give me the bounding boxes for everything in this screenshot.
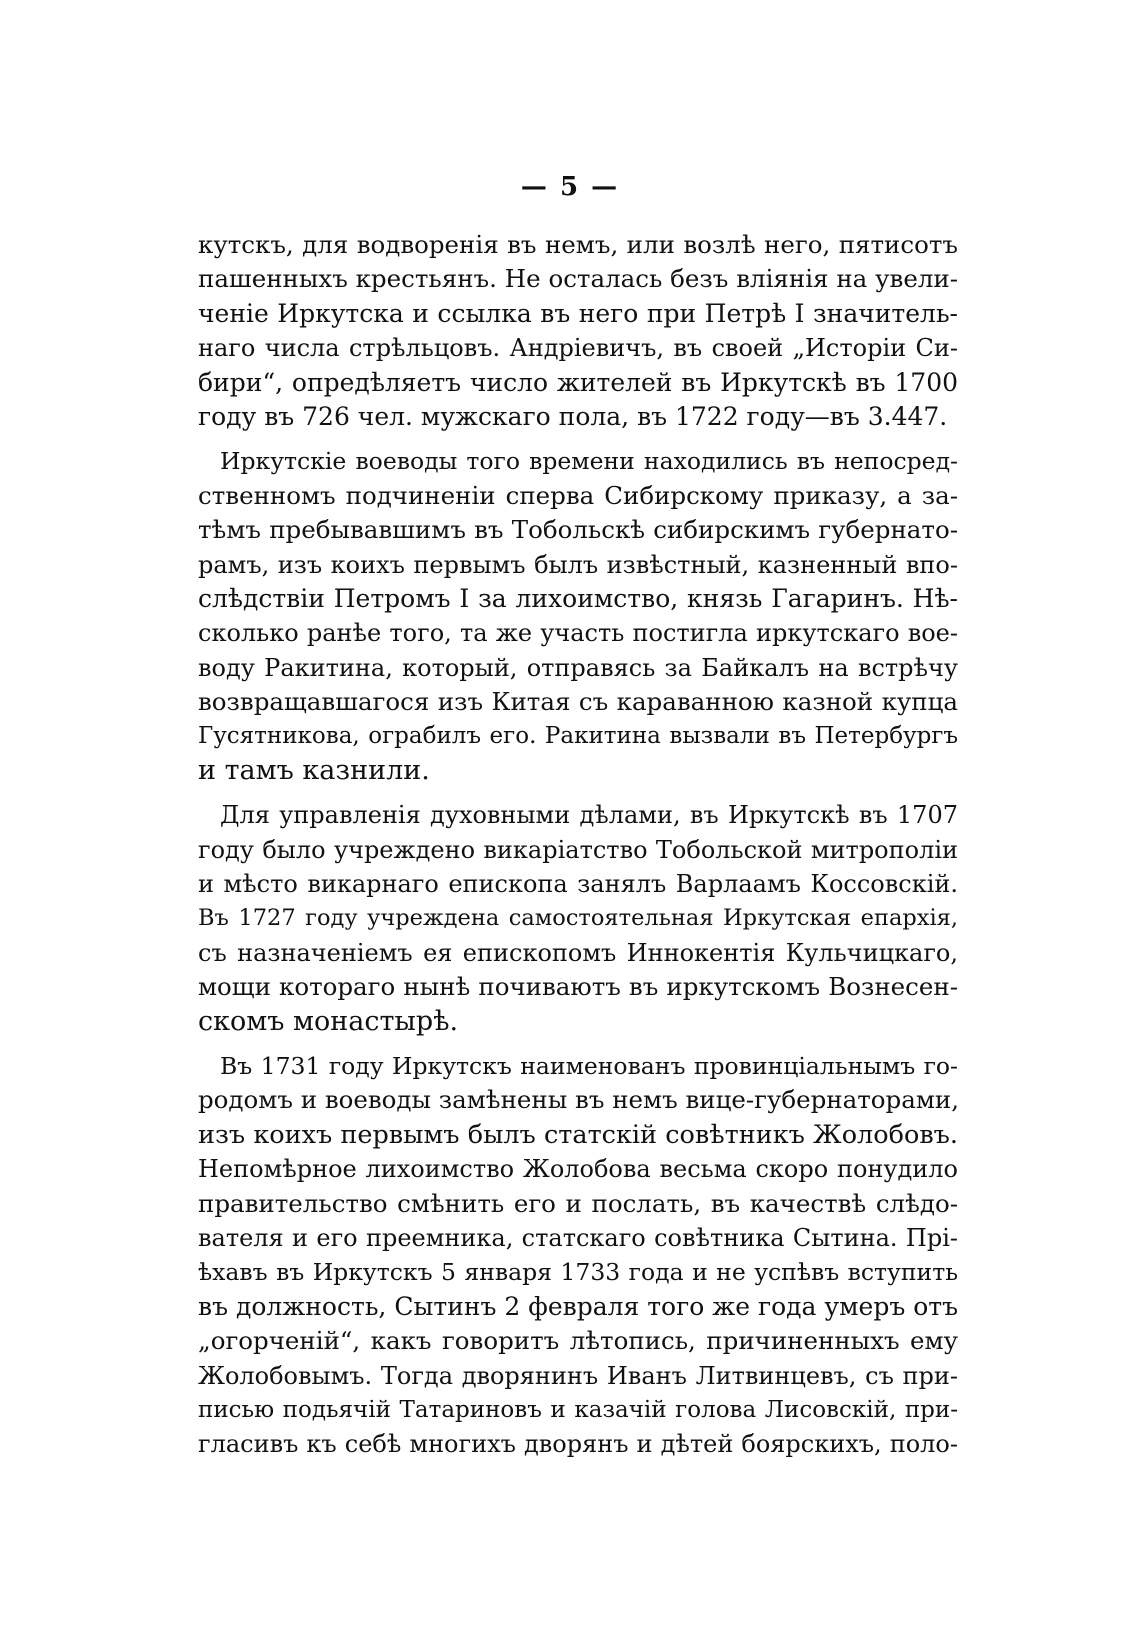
text-line: году было учреждено викаріатство Тобольской митрополіи [198, 835, 958, 864]
text-line: ченіе Иркутска и ссылка въ него при Петрѣ I значитель- [198, 298, 958, 328]
text-line: Гусятникова, ограбилъ его. Ракитина вызвали въ Петербургъ [198, 723, 958, 750]
text-line: писью подьячій Татариновъ и казачій голова Лисовскій, при- [198, 1396, 958, 1423]
text-line: родомъ и воеводы замѣнены въ немъ вице-губернаторами, [198, 1085, 959, 1115]
text-line: мощи котораго нынѣ почиваютъ въ иркутскомъ Вознесен- [198, 972, 958, 1002]
paragraph [198, 1049, 958, 1462]
text-line: въ должность, Сытинъ 2 февраля того же года умеръ отъ [198, 1291, 958, 1321]
text-line: изъ коихъ первымъ былъ статскій совѣтникъ Жолобовъ. [198, 1119, 958, 1150]
text-line: рамъ, изъ коихъ первымъ былъ извѣстный, казненный впо- [198, 550, 958, 579]
text-line: и тамъ казнили. [198, 754, 430, 786]
paragraph [198, 228, 958, 434]
text-line: съ назначеніемъ ея епископомъ Иннокентія Кульчицкаго, [198, 938, 958, 967]
text-line: вателя и его преемника, статскаго совѣтника Сытина. Прі- [198, 1223, 958, 1252]
text-line: кутскъ, для водворенія въ немъ, или возлѣ него, пятисотъ [198, 230, 958, 259]
text-line: Жолобовымъ. Тогда дворянинъ Иванъ Литвинцевъ, съ при- [198, 1361, 958, 1390]
text-line: пашенныхъ крестьянъ. Не осталась безъ вліянія на увели- [198, 264, 958, 294]
text-line: слѣдствіи Петромъ I за лихоимство, князь Гагаринъ. Нѣ- [198, 583, 958, 613]
text-line: правительство смѣнить его и послать, въ качествѣ слѣдо- [198, 1188, 958, 1218]
paragraph [198, 444, 958, 788]
paragraph [198, 798, 958, 1039]
text-line: Непомѣрное лихоимство Жолобова весьма скоро понудило [198, 1155, 958, 1184]
text-line: воду Ракитина, который, отправясь за Байкалъ на встрѣчу [198, 653, 958, 682]
text-line: году въ 726 чел. мужскаго пола, въ 1722 году—въ 3.447. [198, 401, 948, 431]
text-line: Въ 1727 году учреждена самостоятельная Иркутская епархія, [198, 905, 958, 932]
text-line: и мѣсто викарнаго епископа занялъ Варлаамъ Коссовскій. [198, 870, 958, 899]
text-line: возвращавшагося изъ Китая съ караванною казной купца [198, 687, 958, 717]
text-line: наго числа стрѣльцовъ. Андріевичъ, въ своей „Исторіи Си- [198, 334, 958, 363]
text-line: Въ 1731 году Иркутскъ наименованъ провинціальнымъ го- [220, 1051, 958, 1080]
text-line: гласивъ къ себѣ многихъ дворянъ и дѣтей боярскихъ, поло- [198, 1430, 958, 1459]
text-line: Иркутскіе воеводы того времени находились въ непосред- [220, 447, 958, 476]
text-line: бири“, опредѣляетъ число жителей въ Иркутскѣ въ 1700 [198, 367, 958, 397]
text-line: Для управленія духовными дѣлами, въ Иркутскѣ въ 1707 [220, 801, 958, 830]
text-line: „огорченій“, какъ говоритъ лѣтопись, причиненныхъ ему [198, 1326, 958, 1356]
text-line: ственномъ подчиненіи сперва Сибирскому приказу, а за- [198, 480, 958, 510]
text-line: ѣхавъ въ Иркутскъ 5 января 1733 года и не успѣвъ вступить [198, 1258, 958, 1287]
text-line: тѣмъ пребывавшимъ въ Тобольскѣ сибирскимъ губернато- [198, 515, 958, 545]
text-line: сколько ранѣе того, та же участь постигла иркутскаго вое- [198, 619, 958, 648]
text-line: скомъ монастырѣ. [198, 1005, 459, 1037]
page-number: — 5 — [520, 172, 620, 202]
body-text [198, 228, 958, 1462]
